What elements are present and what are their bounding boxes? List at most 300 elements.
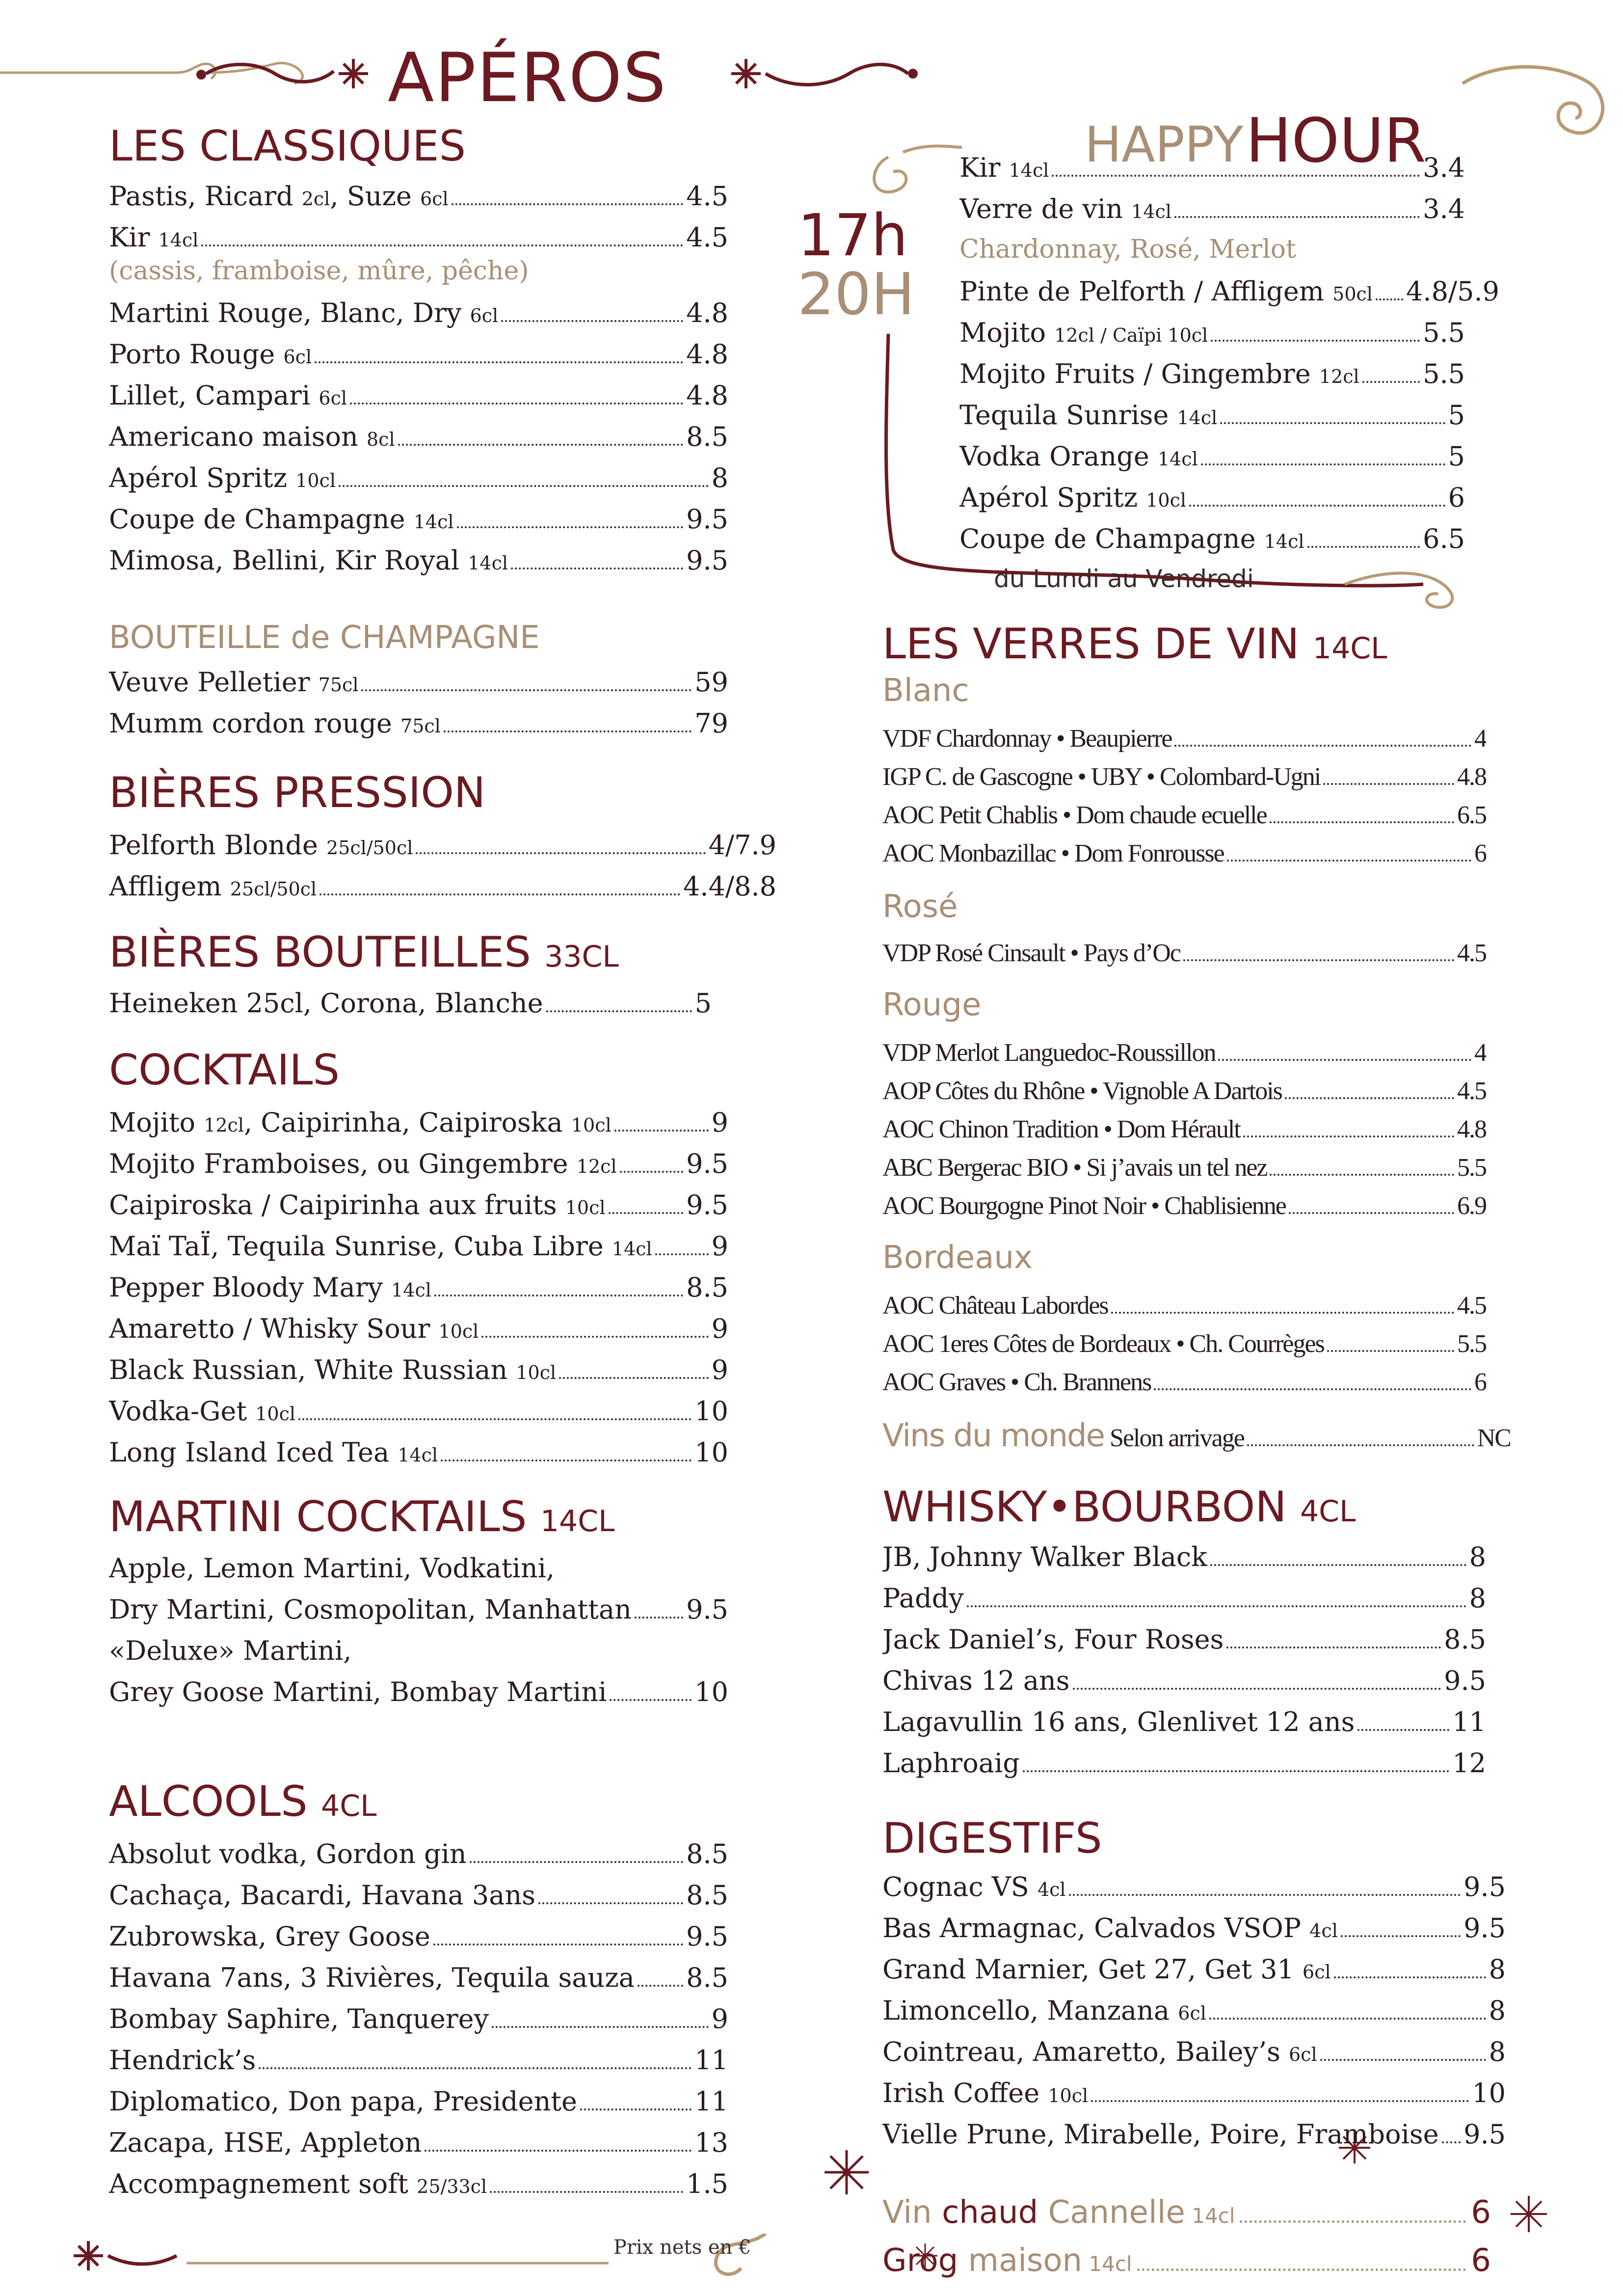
item-name: Coupe de Champagne 14cl xyxy=(109,504,454,535)
dot-leader xyxy=(1220,422,1445,424)
item-name: Lagavullin 16 ans, Glenlivet 12 ans xyxy=(882,1706,1355,1737)
list-item xyxy=(882,2078,1506,2108)
dot-leader xyxy=(490,2191,683,2193)
dot-leader xyxy=(1320,2059,1486,2061)
item-name: AOC Petit Chablis • Dom chaude ecuelle xyxy=(882,801,1267,829)
item-price: 5.5 xyxy=(1457,1154,1486,1182)
happy-hour-wine-note: Chardonnay, Rosé, Merlot xyxy=(959,235,1296,264)
item-price: 4 xyxy=(1474,725,1486,753)
dot-leader xyxy=(434,1295,683,1297)
item-price: 9 xyxy=(711,2003,728,2034)
item-price: 9.5 xyxy=(686,1189,728,1220)
list-item xyxy=(959,276,1499,307)
list-item xyxy=(109,1880,728,1911)
item-price: 6.5 xyxy=(1423,523,1465,554)
item-name: Martini Rouge, Blanc, Dry 6cl xyxy=(109,297,499,328)
kir-note: (cassis, framboise, mûre, pêche) xyxy=(109,256,529,286)
section-title-classiques: LES CLASSIQUES xyxy=(109,122,466,171)
item-name: Vodka Orange 14cl xyxy=(959,441,1198,472)
list-item xyxy=(882,1368,1486,1397)
item-name: Verre de vin 14cl xyxy=(959,193,1171,224)
item-name: ABC Bergerac BIO • Si j’avais un tel nez xyxy=(882,1154,1267,1182)
dot-leader xyxy=(609,1212,684,1214)
item-name: AOC Chinon Tradition • Dom Hérault xyxy=(882,1115,1240,1143)
item-price: 6 xyxy=(1474,1368,1486,1396)
dot-leader xyxy=(1307,546,1420,548)
item-price: 5 xyxy=(1448,441,1465,472)
item-name: Mojito 12cl / Caïpi 10cl xyxy=(959,317,1208,348)
list-item xyxy=(882,1583,1486,1614)
dot-leader xyxy=(1069,1894,1461,1896)
dot-leader xyxy=(1052,175,1420,177)
item-price: 6 xyxy=(1448,482,1465,513)
item-name: Mojito Fruits / Gingembre 12cl xyxy=(959,358,1359,389)
item-name: Laphroaig xyxy=(882,1748,1020,1779)
list-item xyxy=(109,2045,728,2076)
list-item xyxy=(109,380,728,411)
top-left-flourish xyxy=(0,49,383,103)
section-title-bouteilles: BIÈRES BOUTEILLES 33CL xyxy=(109,928,619,977)
item-price: 79 xyxy=(694,708,728,739)
item-name: Havana 7ans, 3 Rivières, Tequila sauza xyxy=(109,1962,635,1993)
dot-leader xyxy=(1442,2141,1461,2143)
item-price: 9 xyxy=(711,1231,728,1262)
list-item xyxy=(882,1624,1486,1655)
dot-leader xyxy=(1183,959,1454,961)
item-name: Vielle Prune, Mirabelle, Poire, Framboise xyxy=(882,2119,1439,2150)
item-price: 4.5 xyxy=(1457,1292,1486,1320)
list-item xyxy=(959,358,1465,389)
happy-hour-end: 20H xyxy=(798,260,915,328)
item-name: Mojito 12cl, Caipirinha, Caipiroska 10cl xyxy=(109,1107,612,1138)
item-name: Maï TaÏ, Tequila Sunrise, Cuba Libre 14cl xyxy=(109,1231,652,1262)
item-price: 4 xyxy=(1474,1039,1486,1067)
dot-leader xyxy=(580,2108,692,2110)
item-name: AOC 1eres Côtes de Bordeaux • Ch. Courrèges xyxy=(882,1330,1324,1358)
item-name: Zubrowska, Grey Goose xyxy=(109,1921,430,1952)
item-price: 11 xyxy=(1452,1706,1486,1737)
list-item xyxy=(109,222,728,253)
list-item xyxy=(109,1313,728,1344)
dot-leader xyxy=(1327,1350,1454,1352)
list-item xyxy=(109,871,776,902)
item-price: 12 xyxy=(1452,1748,1486,1779)
dot-leader xyxy=(1341,1935,1461,1937)
dot-leader xyxy=(492,2026,709,2028)
wine-category-bordeaux: Bordeaux xyxy=(882,1240,1033,1276)
item-price: 8.5 xyxy=(686,421,728,452)
dot-leader xyxy=(638,1985,683,1987)
item-price: 8.5 xyxy=(686,1838,728,1869)
dot-leader xyxy=(1174,216,1420,218)
item-name: VDP Rosé Cinsault • Pays d’Oc xyxy=(882,939,1180,967)
section-title-martini: MARTINI COCKTAILS 14CL xyxy=(109,1492,615,1541)
item-price: 5 xyxy=(694,988,712,1019)
list-item xyxy=(882,1871,1506,1902)
list-item xyxy=(959,193,1465,224)
item-price: 4.8 xyxy=(686,380,728,411)
dot-leader xyxy=(298,1418,692,1420)
dot-leader xyxy=(441,1459,692,1461)
item-name: Cointreau, Amaretto, Bailey’s 6cl xyxy=(882,2036,1317,2067)
grog-row: Grog maison 14cl 6 xyxy=(882,2242,1491,2279)
dot-leader xyxy=(1174,745,1471,747)
dot-leader xyxy=(620,1171,684,1173)
item-price: 4.5 xyxy=(686,181,728,212)
item-price: 9 xyxy=(711,1313,728,1344)
dot-leader xyxy=(1227,860,1471,862)
list-item xyxy=(109,1437,728,1468)
dot-leader xyxy=(1285,1097,1454,1099)
snowflake-icon xyxy=(820,2145,874,2199)
list-item xyxy=(882,1748,1486,1779)
section-title-alcools: ALCOOLS 4CL xyxy=(109,1777,377,1826)
list-item xyxy=(109,2127,728,2158)
list-item xyxy=(959,400,1465,431)
item-name: Apérol Spritz 10cl xyxy=(959,482,1187,513)
item-price: 59 xyxy=(694,667,728,698)
dot-leader xyxy=(1376,298,1403,300)
item-price: 4.8/5.9 xyxy=(1406,276,1499,307)
item-name: Lillet, Campari 6cl xyxy=(109,380,347,411)
section-title-whisky: WHISKY•BOURBON 4CL xyxy=(882,1483,1356,1532)
list-item xyxy=(882,801,1486,830)
dot-leader xyxy=(470,1861,683,1863)
item-name: Cachaça, Bacardi, Havana 3ans xyxy=(109,1880,535,1911)
item-price: 6 xyxy=(1474,839,1486,867)
item-name: AOC Graves • Ch. Brannens xyxy=(882,1368,1151,1396)
item-name: AOP Côtes du Rhône • Vignoble A Dartois xyxy=(882,1077,1282,1105)
happy-hour-days: du Lundi au Vendredi xyxy=(994,565,1254,593)
item-name: Porto Rouge 6cl xyxy=(109,339,312,370)
item-price: 8 xyxy=(1489,2036,1506,2067)
wine-category-blanc: Blanc xyxy=(882,673,969,709)
list-item xyxy=(882,1665,1486,1696)
list-item xyxy=(109,1189,728,1220)
list-item xyxy=(109,339,728,370)
wine-category-rouge: Rouge xyxy=(882,987,982,1023)
item-name: Pinte de Pelforth / Affligem 50cl xyxy=(959,276,1373,307)
item-price: 9.5 xyxy=(686,1921,728,1952)
item-name: Veuve Pelletier 75cl xyxy=(109,667,359,698)
list-item xyxy=(882,1291,1486,1320)
dot-leader xyxy=(1218,1059,1471,1061)
item-price: 5.5 xyxy=(1457,1330,1486,1358)
wine-category-rose: Rosé xyxy=(882,889,958,925)
item-price: 3.4 xyxy=(1423,152,1465,183)
item-price: 8 xyxy=(1469,1541,1486,1572)
dot-leader xyxy=(1226,1647,1441,1648)
item-price: 8.5 xyxy=(1444,1624,1486,1655)
dot-leader xyxy=(1201,463,1445,465)
item-name: Americano maison 8cl xyxy=(109,421,395,452)
item-name: Tequila Sunrise 14cl xyxy=(959,400,1218,431)
item-name: Zacapa, HSE, Appleton xyxy=(109,2127,422,2158)
list-item xyxy=(882,1329,1486,1358)
list-item: Apple, Lemon Martini, Vodkatini, xyxy=(109,1553,555,1584)
item-price: 8 xyxy=(711,462,728,493)
item-price: 4.8 xyxy=(1457,1115,1486,1143)
item-name: Coupe de Champagne 14cl xyxy=(959,523,1304,554)
list-item xyxy=(959,523,1465,554)
item-name: Amaretto / Whisky Sour 10cl xyxy=(109,1313,479,1344)
item-price: 6.5 xyxy=(1457,801,1486,829)
list-item xyxy=(109,1272,728,1303)
item-name: AOC Bourgogne Pinot Noir • Chablisienne xyxy=(882,1192,1286,1220)
item-price: 6.9 xyxy=(1457,1192,1486,1220)
top-middle-flourish xyxy=(726,49,932,103)
vin-chaud-row: Vin chaud Cannelle 14cl 6 xyxy=(882,2194,1491,2231)
page-title: APÉROS xyxy=(388,38,667,117)
item-name: Mumm cordon rouge 75cl xyxy=(109,708,441,739)
list-item xyxy=(882,762,1486,791)
item-price: 8.5 xyxy=(686,1272,728,1303)
item-price: 11 xyxy=(694,2045,728,2076)
dot-leader xyxy=(1154,1388,1471,1390)
item-name: Kir 14cl xyxy=(109,222,199,253)
dot-leader xyxy=(433,1944,683,1945)
list-item xyxy=(109,504,728,535)
list-item: «Deluxe» Martini, xyxy=(109,1635,352,1666)
list-item xyxy=(882,1995,1506,2026)
list-item xyxy=(109,1148,728,1179)
item-name: Kir 14cl xyxy=(959,152,1049,183)
list-item xyxy=(882,1191,1486,1220)
list-item xyxy=(109,1354,728,1385)
list-item xyxy=(109,2003,728,2034)
item-price: 4/7.9 xyxy=(708,830,776,861)
item-name: Pelforth Blonde 25cl/50cl xyxy=(109,830,413,861)
dot-leader xyxy=(1357,1729,1449,1731)
list-item xyxy=(882,1954,1506,1985)
list-item xyxy=(882,1913,1506,1944)
dot-leader xyxy=(1323,783,1454,785)
list-item xyxy=(109,421,728,452)
dot-leader xyxy=(1289,1212,1454,1214)
list-item xyxy=(109,2168,728,2199)
item-name: Vodka-Get 10cl xyxy=(109,1396,296,1427)
dot-leader xyxy=(361,689,692,691)
list-item xyxy=(109,667,728,698)
item-price: 8.5 xyxy=(686,1880,728,1911)
item-price: 9.5 xyxy=(1444,1665,1486,1696)
footer-note: Prix nets en € xyxy=(613,2236,751,2259)
item-price: 4.8 xyxy=(686,339,728,370)
list-item xyxy=(882,1115,1486,1144)
dot-leader xyxy=(538,1902,683,1904)
happy-hour-title: HAPPY HOUR xyxy=(1085,106,1426,176)
item-name: Long Island Iced Tea 14cl xyxy=(109,1437,438,1468)
list-item xyxy=(109,297,728,328)
dot-leader xyxy=(546,1010,692,1012)
list-item xyxy=(882,939,1486,968)
item-name: Absolut vodka, Gordon gin xyxy=(109,1838,467,1869)
list-item xyxy=(109,2086,728,2117)
item-price: 4.8 xyxy=(686,297,728,328)
section-title-pression: BIÈRES PRESSION xyxy=(109,768,486,817)
item-price: 9.5 xyxy=(1463,1913,1506,1944)
dot-leader xyxy=(1210,1564,1466,1566)
item-price: 10 xyxy=(694,1396,728,1427)
list-item xyxy=(882,1077,1486,1106)
item-price: 5.5 xyxy=(1423,358,1465,389)
dot-leader xyxy=(416,852,705,854)
dot-leader xyxy=(481,1336,708,1338)
list-item xyxy=(109,1231,728,1262)
item-price: 1.5 xyxy=(686,2168,728,2199)
dot-leader xyxy=(967,1605,1466,1607)
item-name: Pastis, Ricard 2cl, Suze 6cl xyxy=(109,181,449,212)
item-name: Accompagnement soft 25/33cl xyxy=(109,2168,487,2199)
item-name: Diplomatico, Don papa, Presidente xyxy=(109,2086,578,2117)
snowflake-icon xyxy=(1507,2192,1551,2236)
item-price: 9.5 xyxy=(1463,1871,1506,1902)
list-item xyxy=(109,708,728,739)
item-price: 8 xyxy=(1489,1954,1506,1985)
dot-leader xyxy=(501,320,683,322)
list-item xyxy=(882,839,1486,868)
list-item xyxy=(109,181,728,212)
item-name: Irish Coffee 10cl xyxy=(882,2078,1089,2108)
dot-leader xyxy=(425,2150,692,2152)
list-item: Grey Goose Martini, Bombay Martini 10 xyxy=(109,1676,728,1707)
item-name: Grand Marnier, Get 27, Get 31 6cl xyxy=(882,1954,1331,1985)
item-price: 4.5 xyxy=(686,222,728,253)
dot-leader xyxy=(1189,505,1445,507)
dot-leader xyxy=(1073,1688,1441,1690)
item-name: Heineken 25cl, Corona, Blanche xyxy=(109,988,543,1019)
item-price: 9 xyxy=(711,1354,728,1385)
section-title-cocktails: COCKTAILS xyxy=(109,1046,340,1095)
section-title-bouteille: BOUTEILLE de CHAMPAGNE xyxy=(109,620,540,656)
list-item xyxy=(959,317,1465,348)
dot-leader xyxy=(1270,1174,1454,1176)
list-item xyxy=(882,1706,1486,1737)
list-item xyxy=(882,724,1486,753)
dot-leader xyxy=(452,203,683,205)
item-price: 4.4/8.8 xyxy=(683,871,776,902)
list-item xyxy=(882,1541,1486,1572)
item-name: Pepper Bloody Mary 14cl xyxy=(109,1272,431,1303)
dot-leader xyxy=(1023,1770,1450,1772)
item-price: 9.5 xyxy=(686,504,728,535)
list-item xyxy=(109,830,776,861)
list-item xyxy=(109,988,712,1019)
dot-leader xyxy=(1209,2018,1486,2020)
list-item xyxy=(882,2036,1506,2067)
item-name: Chivas 12 ans xyxy=(882,1665,1070,1696)
dot-leader xyxy=(1270,821,1454,823)
happy-hour-start: 17h xyxy=(798,201,908,269)
item-price: 3.4 xyxy=(1423,193,1465,224)
list-item xyxy=(109,1107,728,1138)
dot-leader xyxy=(1091,2100,1469,2102)
item-name: VDP Merlot Languedoc-Roussillon xyxy=(882,1039,1216,1067)
section-title-vins: LES VERRES DE VIN 14CL xyxy=(882,620,1387,669)
item-name: Hendrick’s xyxy=(109,2045,256,2076)
list-item xyxy=(109,1962,728,1993)
list-item xyxy=(882,1038,1486,1067)
dot-leader xyxy=(350,403,683,405)
item-price: 9 xyxy=(711,1107,728,1138)
dot-leader xyxy=(511,567,683,569)
dot-leader xyxy=(457,526,684,528)
item-name: Bas Armagnac, Calvados VSOP 4cl xyxy=(882,1913,1338,1944)
item-price: 9.5 xyxy=(1463,2119,1506,2150)
dot-leader xyxy=(1211,340,1420,342)
dot-leader xyxy=(315,361,683,363)
item-name: Black Russian, White Russian 10cl xyxy=(109,1354,557,1385)
list-item xyxy=(109,462,728,493)
item-name: Paddy xyxy=(882,1583,964,1614)
item-name: VDF Chardonnay • Beaupierre xyxy=(882,725,1172,753)
section-title-digestifs: DIGESTIFS xyxy=(882,1814,1102,1863)
item-price: 9.5 xyxy=(686,545,728,576)
item-name: Jack Daniel’s, Four Roses xyxy=(882,1624,1224,1655)
item-price: 10 xyxy=(1472,2078,1506,2108)
dot-leader xyxy=(655,1253,709,1255)
dot-leader xyxy=(1243,1135,1454,1137)
list-item xyxy=(109,1838,728,1869)
list-item xyxy=(882,2119,1506,2150)
item-name: IGP C. de Gascogne • UBY • Colombard-Ugni xyxy=(882,763,1321,791)
dot-leader xyxy=(319,893,680,895)
list-item xyxy=(882,1153,1486,1182)
list-item xyxy=(109,1396,728,1427)
list-item xyxy=(109,1921,728,1952)
list-item xyxy=(959,441,1465,472)
item-name: Apérol Spritz 10cl xyxy=(109,462,336,493)
list-item xyxy=(109,545,728,576)
item-name: JB, Johnny Walker Black xyxy=(882,1541,1207,1572)
list-item xyxy=(959,152,1465,183)
item-name: Bombay Saphire, Tanquerey xyxy=(109,2003,489,2034)
item-price: 8 xyxy=(1489,1995,1506,2026)
item-price: 13 xyxy=(694,2127,728,2158)
item-price: 8.5 xyxy=(686,1962,728,1993)
item-name: Limoncello, Manzana 6cl xyxy=(882,1995,1206,2026)
item-price: 11 xyxy=(694,2086,728,2117)
dot-leader xyxy=(1111,1312,1454,1314)
dot-leader xyxy=(444,730,692,732)
item-name: Mojito Framboises, ou Gingembre 12cl xyxy=(109,1148,617,1179)
item-name: Affligem 25cl/50cl xyxy=(109,871,317,902)
dot-leader xyxy=(1334,1976,1486,1978)
dot-leader xyxy=(614,1130,709,1132)
dot-leader xyxy=(398,444,684,446)
dot-leader xyxy=(339,485,709,487)
item-price: 9.5 xyxy=(686,1148,728,1179)
item-price: 5 xyxy=(1448,400,1465,431)
item-name: AOC Château Labordes xyxy=(882,1292,1108,1320)
dot-leader xyxy=(201,244,683,246)
list-item xyxy=(959,482,1465,513)
dot-leader xyxy=(1362,381,1420,383)
item-price: 4.5 xyxy=(1457,1077,1486,1105)
list-item: Vins du monde Selon arrivage NC xyxy=(882,1418,1511,1454)
list-item: Dry Martini, Cosmopolitan, Manhattan 9.5 xyxy=(109,1594,728,1625)
item-price: 4.5 xyxy=(1457,939,1486,967)
dot-leader xyxy=(259,2067,692,2069)
item-price: 8 xyxy=(1469,1583,1486,1614)
item-name: AOC Monbazillac • Dom Fonrousse xyxy=(882,839,1224,867)
dot-leader xyxy=(559,1377,708,1379)
item-price: 4.8 xyxy=(1457,763,1486,791)
item-price: 5.5 xyxy=(1423,317,1465,348)
item-name: Cognac VS 4cl xyxy=(882,1871,1066,1902)
item-name: Caipiroska / Caipirinha aux fruits 10cl xyxy=(109,1189,606,1220)
item-price: 10 xyxy=(694,1437,728,1468)
